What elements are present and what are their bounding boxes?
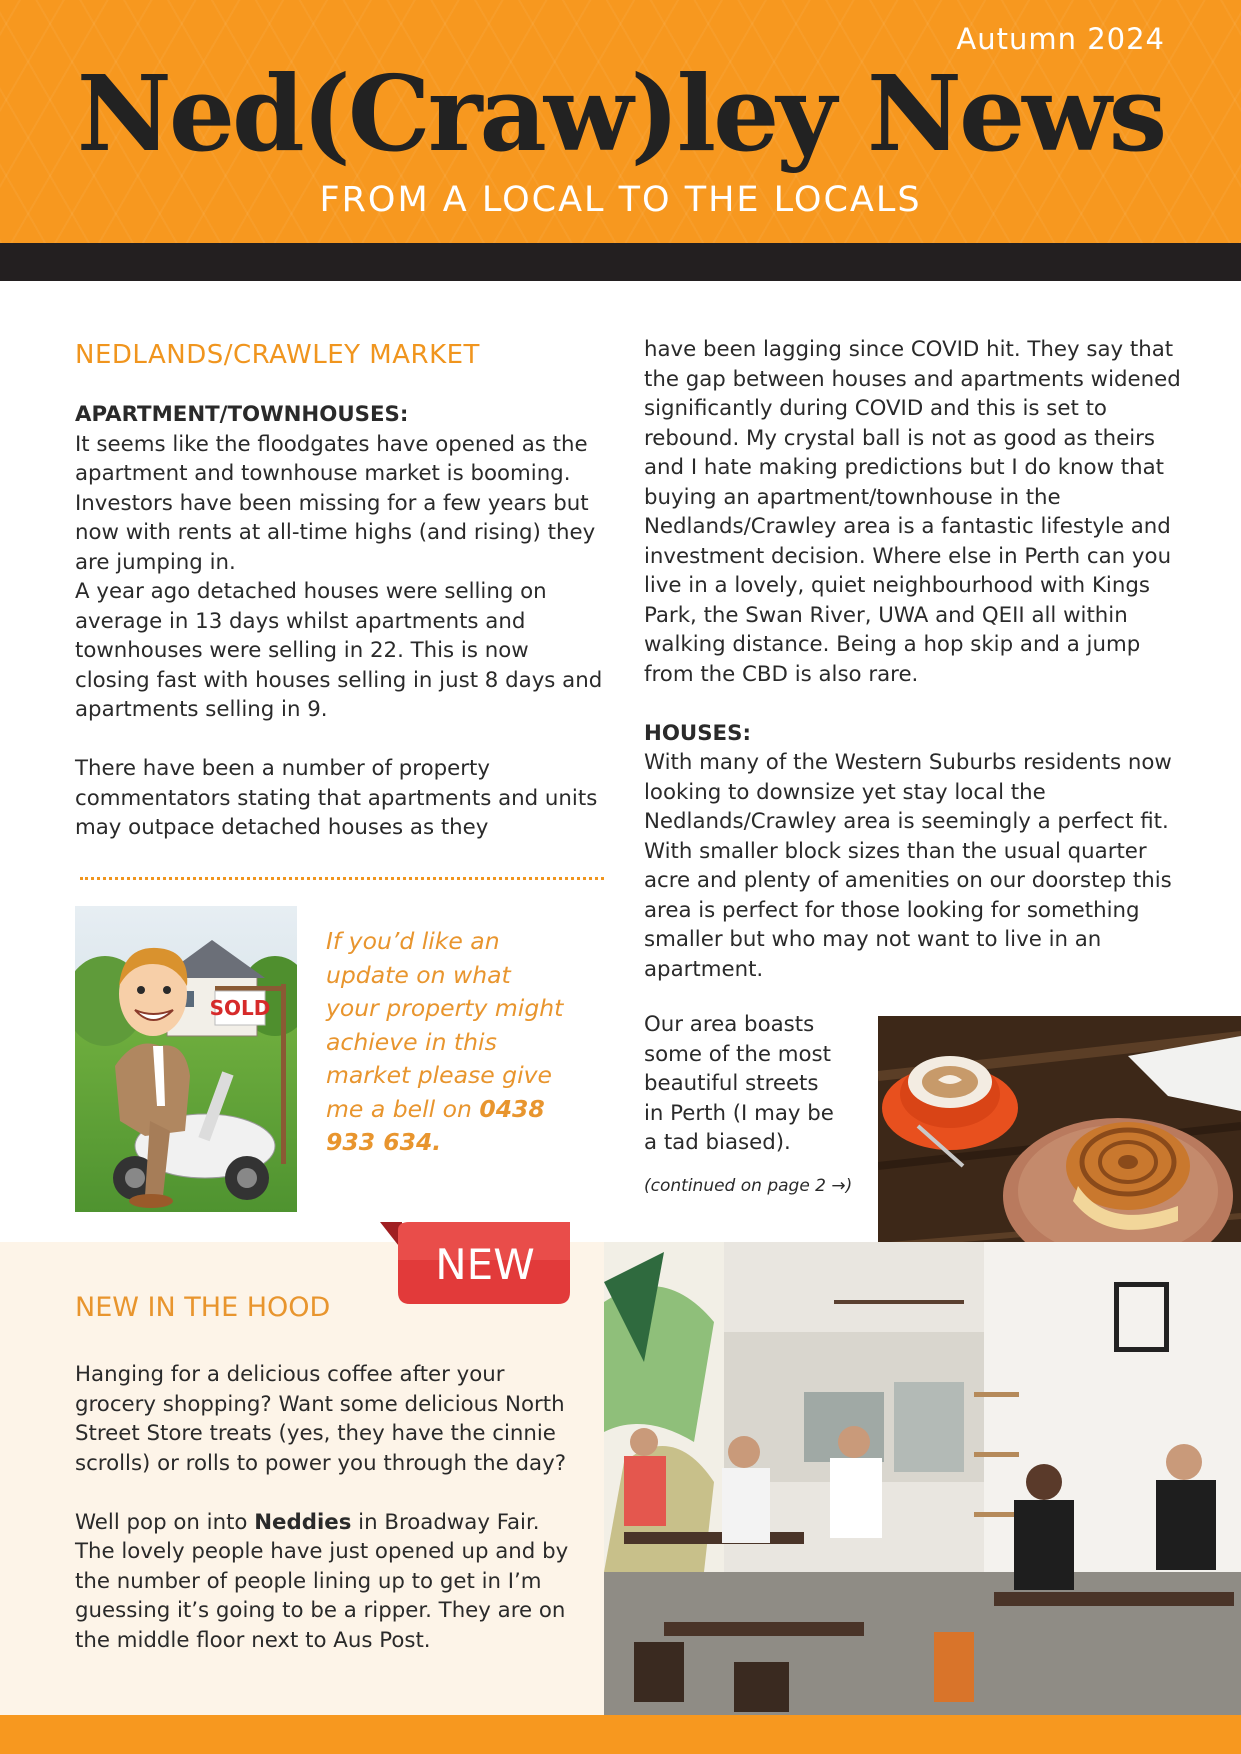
ribbon-label: NEW [435,1240,535,1289]
market-left-column [75,400,605,843]
streets-paragraph: Our area boasts some of the most beautiful streets in Perth (I may be a tad biased). [644,1012,834,1155]
edition-label: Autumn 2024 [956,22,1165,56]
hood-text [75,1360,575,1655]
new-ribbon-badge [380,1222,570,1322]
masthead [0,0,1241,243]
neddies-cafe-interior-photo [604,1242,1241,1715]
cafe-name: Neddies [254,1509,352,1535]
market-heading: NEDLANDS/CRAWLEY MARKET [75,340,480,370]
phone-number[interactable]: 0438 933 634. [326,1094,545,1156]
market-right-column [644,335,1184,984]
header-divider-bar [0,243,1241,281]
dotted-divider [80,877,604,880]
coffee-and-cinnamon-scroll-photo [878,1016,1241,1280]
hood-text-span: in Broadway Fair. The lovely people have just opened up and by the number of people lining up to get in I’m guessing it’s going to be a ripper. They are on the middle floor next to Aus Post. [75,1509,569,1653]
agent-caricature-illustration [75,906,297,1212]
cafe-photo-drawing [604,1242,1241,1715]
footer-bar [0,1715,1241,1754]
houses-subheading: HOUSES: [644,720,751,746]
hood-heading: NEW IN THE HOOD [75,1292,331,1323]
ribbon-drawing [380,1222,570,1322]
coffee-photo-drawing [878,1016,1241,1280]
hood-text-span: Well pop on into [75,1509,255,1535]
caricature-drawing [75,906,297,1212]
callout-text: If you’d like an update on what your property might achieve in this market please give me a bell on [326,927,564,1123]
market-paragraph: have been lagging since COVID hit. They say that the gap between houses and apartments widened significantly during COVID and this is set to rebound. My crystal ball is not as good as theirs and I hate making predictions but I do know that buying an apartment/townhouse in the Nedlands/Crawley area is a fantastic lifestyle and investment decision. Where else in Perth can you live in a lovely, quiet neighbourhood with Kings Park, the Swan River, UWA and QEII all within walking distance. Being a hop skip and a jump from the CBD is also rare. [644,337,1181,687]
newsletter-title: Ned(Craw)ley News [76,52,1165,175]
continued-link[interactable]: (continued on page 2 →) [644,1176,853,1196]
tagline: FROM A LOCAL TO THE LOCALS [319,180,922,220]
market-paragraph: A year ago detached houses were selling on average in 13 days whilst apartments and townhouses were selling in 22. This is now closing fast with houses selling in just 8 days and apartments selling in 9. [75,579,603,722]
apartments-subheading: APARTMENT/TOWNHOUSES: [75,402,409,427]
hood-paragraph: Hanging for a delicious coffee after your grocery shopping? Want some delicious North Street Store treats (yes, they have the cinnie scrolls) or rolls to power you through the day? [75,1362,566,1476]
hood-paragraph [75,1508,575,1656]
market-paragraph: It seems like the floodgates have opened as the apartment and townhouse market is booming. Investors have been missing for a few years but now with rents at all-time highs (and rising) they are jumping in. [75,431,596,575]
property-update-callout [326,925,566,1160]
houses-paragraph: With many of the Western Suburbs residents now looking to downsize yet stay local the Nedlands/Crawley area is seemingly a perfect fit. With smaller block sizes than the usual quarter acre and plenty of amenities on our doorstep this area is perfect for those looking for something smaller but who may not want to live in an apartment. [644,750,1172,982]
market-paragraph: There have been a number of property commentators stating that apartments and units may outpace detached houses as they [75,756,598,840]
sold-sign-text: SOLD [209,996,271,1020]
